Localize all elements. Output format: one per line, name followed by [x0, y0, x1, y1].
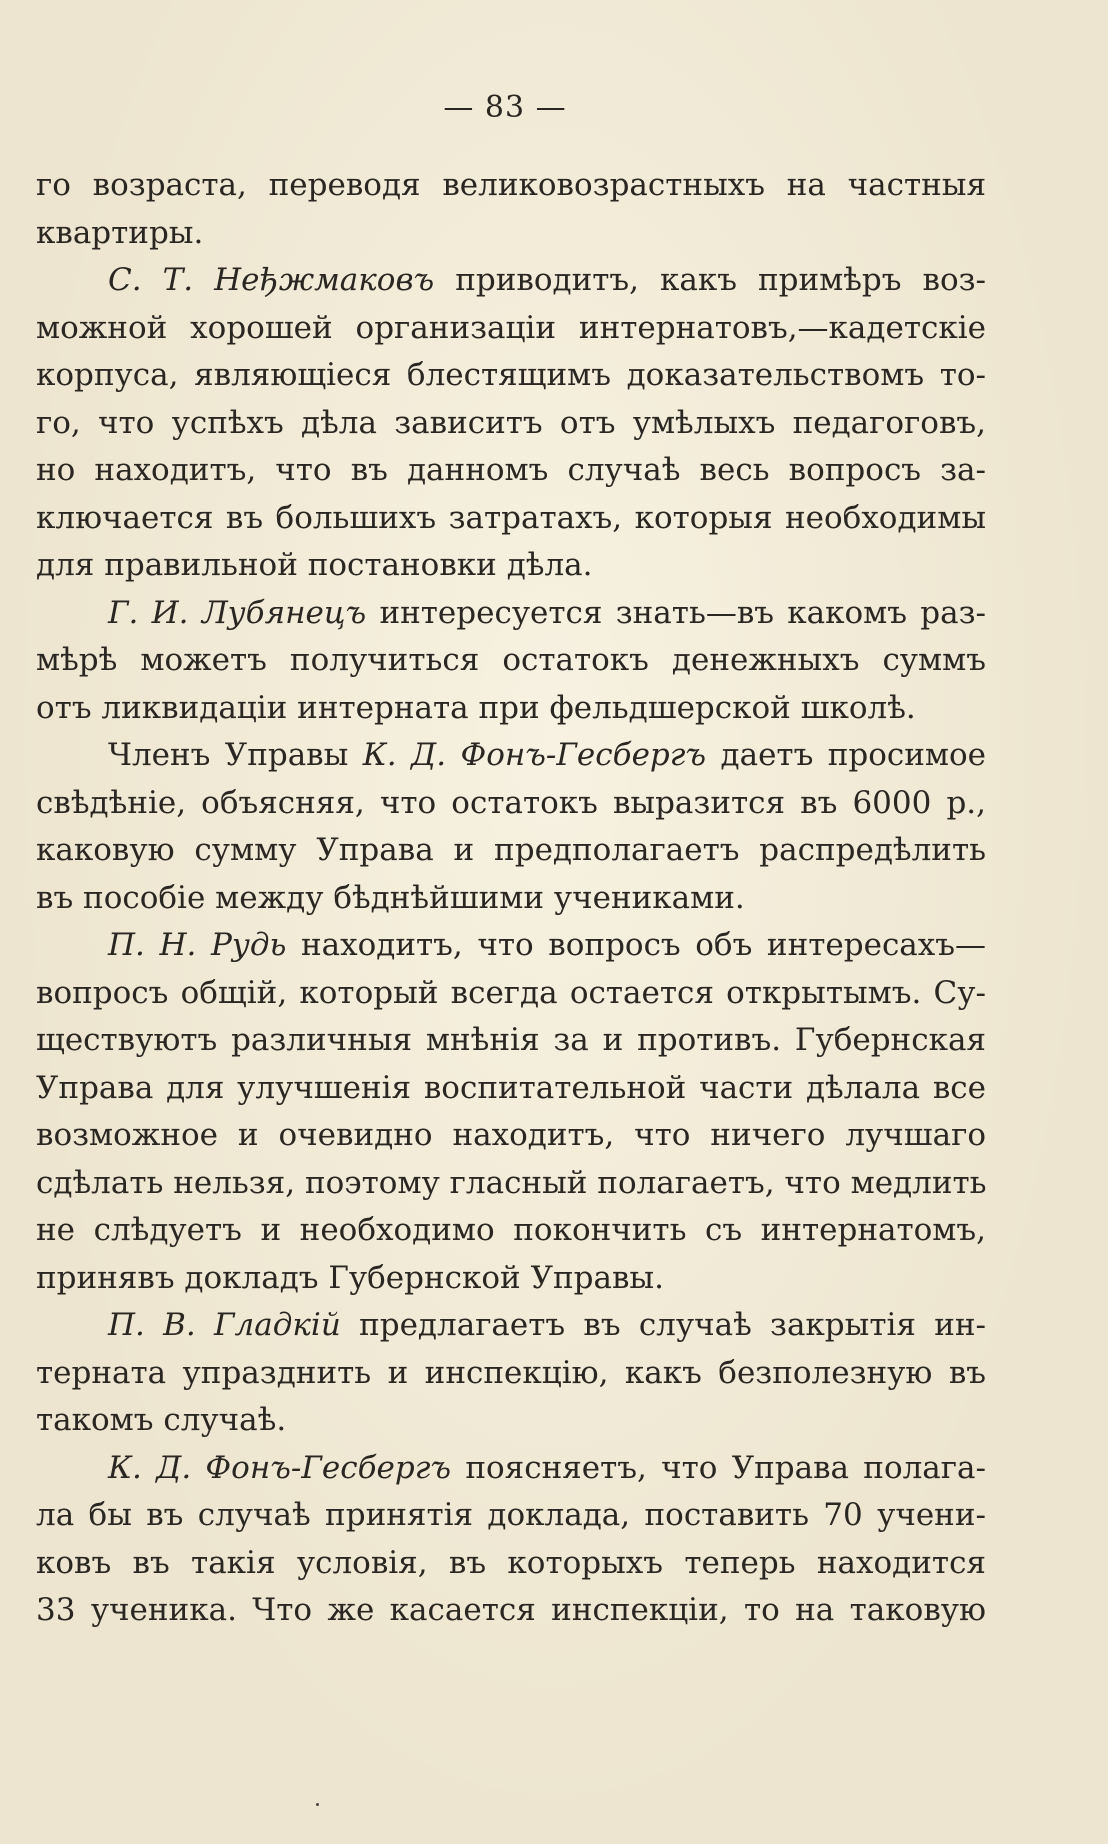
text-line: принявъ докладъ Губернской Управы.: [36, 1259, 664, 1296]
text-fragment: даетъ просимое: [706, 737, 987, 773]
text-fragment: находитъ, что вопросъ объ интересахъ—: [286, 927, 986, 963]
speaker-name: П. Н. Рудь: [108, 927, 287, 963]
text-line: для правильной постановки дѣла.: [36, 547, 593, 583]
text-fragment: приводитъ, какъ примѣръ воз-: [434, 262, 987, 298]
page-number: — 83 —: [443, 90, 567, 125]
text-line: квартиры.: [36, 214, 204, 251]
text-line: го возраста, переводя великовозрастныхъ на частныя: [36, 167, 986, 203]
text-line: отъ ликвидаціи интерната при фельдшерской школѣ.: [36, 689, 916, 726]
text-fragment: интересуется знать—въ какомъ раз-: [366, 594, 986, 631]
speaker-name: Г. И. Лубянецъ: [108, 594, 367, 631]
text-line: ществуютъ различныя мнѣнія за и противъ. Губернская: [36, 1022, 986, 1058]
text-line: ковъ въ такія условія, въ которыхъ теперь находится: [36, 1544, 986, 1581]
text-line: го, что успѣхъ дѣла зависитъ отъ умѣлыхъ педагоговъ,: [36, 404, 986, 441]
text-line: [36, 732, 986, 780]
text-line: ла бы въ случаѣ принятія доклада, поставить 70 учени-: [36, 1497, 986, 1533]
text-line: но находитъ, что въ данномъ случаѣ весь вопросъ за-: [36, 452, 986, 488]
text-fragment: поясняетъ, что Управа полага-: [451, 1449, 986, 1486]
speaker-name: К. Д. Фонъ-Гесбергъ: [362, 737, 707, 773]
body-text: [36, 162, 986, 1635]
text-line: терната упразднить и инспекцію, какъ безполезную въ: [36, 1354, 986, 1391]
text-line: вопросъ общій, который всегда остается открытымъ. Су-: [36, 974, 986, 1011]
speaker-name: С. Т. Неђжмаковъ: [108, 262, 435, 298]
ink-speck: [316, 1803, 319, 1806]
text-line: мѣрѣ можетъ получиться остатокъ денежныхъ суммъ: [36, 642, 986, 678]
text-line: каковую сумму Управа и предполагаетъ распредѣлить: [36, 832, 986, 868]
text-line: сдѣлать нельзя, поэтому гласный полагаетъ, что медлить: [36, 1164, 987, 1201]
text-line: [36, 1445, 986, 1493]
text-line: [36, 1302, 986, 1350]
text-line: не слѣдуетъ и необходимо покончить съ интернатомъ,: [36, 1212, 986, 1248]
text-line: свѣдѣніе, объясняя, что остатокъ выразится въ 6000 р.,: [36, 784, 986, 821]
text-line: [36, 922, 986, 970]
text-line: въ пособіе между бѣднѣйшими учениками.: [36, 879, 745, 916]
text-line: возможное и очевидно находитъ, что ничего лучшаго: [36, 1117, 986, 1153]
text-line: Управа для улучшенія воспитательной части дѣлала все: [36, 1069, 986, 1106]
text-line: [36, 257, 986, 305]
text-line: 33 ученика. Что же касается инспекціи, то на таковую: [36, 1592, 986, 1628]
text-line: ключается въ большихъ затратахъ, которыя необходимы: [36, 499, 986, 536]
text-fragment: Членъ Управы: [108, 737, 363, 773]
text-line: корпуса, являющіеся блестящимъ доказательствомъ то-: [36, 357, 986, 393]
text-line: такомъ случаѣ.: [36, 1402, 287, 1438]
text-line: можной хорошей организаціи интернатовъ,—кадетскіе: [36, 309, 986, 346]
text-line: [36, 590, 986, 638]
speaker-name: К. Д. Фонъ-Гесбергъ: [108, 1449, 452, 1486]
speaker-name: П. В. Гладкій: [108, 1307, 341, 1343]
text-fragment: предлагаетъ въ случаѣ закрытія ин-: [340, 1307, 986, 1343]
